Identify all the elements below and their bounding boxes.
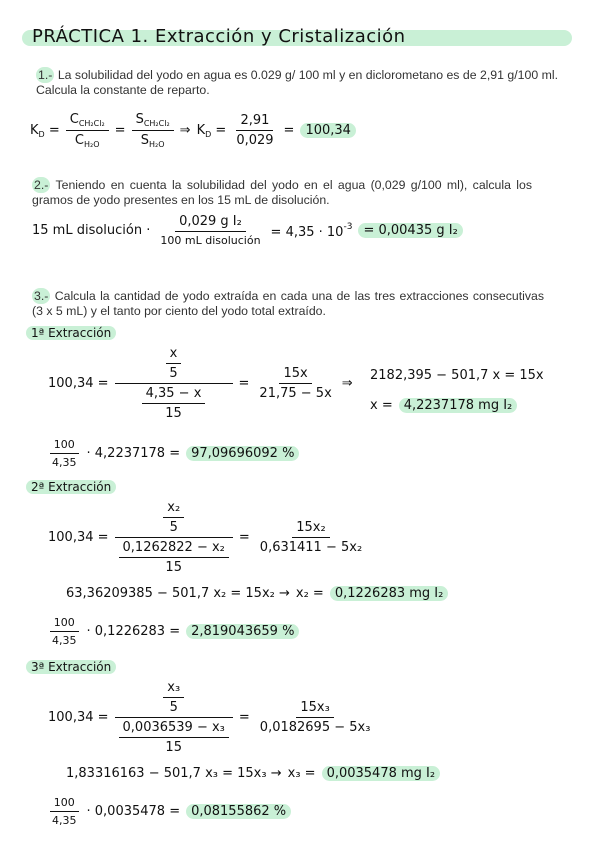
question-number: 3.- — [34, 289, 49, 303]
question-number: 1.- — [38, 68, 53, 82]
percentage-equation: $\frac{100}{4,35}$ · 4,2237178 = 97,09696092 % — [48, 438, 299, 469]
extraction-label: 1ª Extracción — [26, 326, 116, 340]
question-text: La solubilidad del yodo en agua es 0.029 g/ 100 ml y en diclorometano es de 2,91 g/100 ml. Calcula la constante de reparto. — [36, 68, 559, 97]
solution-line: x = 4,2237178 mg I₂ — [370, 398, 517, 413]
question-2 — [32, 178, 532, 208]
equilibrium-equation: 100,34 = $\frac{\frac{x}{5}}{\frac{4,35 - x}{15}}$ = $\frac{15x}{21,75 - 5x}$ ⇒ — [48, 346, 353, 421]
extraction-label: 3ª Extracción — [26, 660, 116, 674]
extraction-label: 2ª Extracción — [26, 480, 116, 494]
iodine-mass-result: = 0,00435 g I₂ — [358, 223, 462, 238]
question-3 — [32, 289, 544, 319]
question-text: Calcula la cantidad de yodo extraída en cada una de las tres extracciones consecutivas (3 x 5 mL) y el tanto por ciento del yodo total extraído. — [32, 289, 544, 318]
question-text: Teniendo en cuenta la solubilidad del yodo en el agua (0,029 g/100 ml), calcula los gramos de yodo presentes en los 15 mL de disolución. — [32, 178, 532, 207]
question-1 — [36, 68, 558, 98]
percentage-result: 0,08155862 % — [186, 804, 291, 819]
equilibrium-equation: 100,34 = $\frac{\frac{\text{x₃}}{5}}{\frac{\text{0,0036539 − x₃}}{15}}$ = $\frac{\text{15x₃}}{\text{0,0182695 − 5x₃}}$ — [48, 680, 371, 755]
solution-value: 4,2237178 mg I₂ — [399, 398, 518, 413]
kd-result: 100,34 — [300, 123, 356, 138]
page-title: PRÁCTICA 1. Extracción y Cristalización — [32, 26, 406, 47]
kd-formula: $K_D$ = $\frac{C_{CH_2Cl_2}}{C_{H_2O}}$ = $\frac{S_{CH_2Cl_2}}{S_{H_2O}}$ ⇒ $K_D$ = $\frac{2,91}{0,029}$ = 100,34 — [30, 112, 356, 149]
percentage-equation: $\frac{100}{4,35}$ · 0,1226283 = 2,819043659 % — [48, 616, 299, 647]
equilibrium-equation: 100,34 = $\frac{\frac{\text{x₂}}{5}}{\frac{\text{0,1262822 − x₂}}{15}}$ = $\frac{\text{15x₂}}{\text{0,631411 − 5x₂}}$ — [48, 500, 363, 575]
question-number: 2.- — [34, 178, 49, 192]
percentage-result: 97,09696092 % — [186, 446, 299, 461]
solved-equation: 2182,395 − 501,7 x = 15x — [370, 368, 544, 383]
iodine-mass-formula: 15 mL disolución · $\frac{\text{0,029 g I₂}}{\text{100 mL disolución}}$ = $4,35 \cdot 10^{-3}$ = 0,00435 g I₂ — [32, 214, 463, 247]
solved-equation: 1,83316163 − 501,7 x₃ = 15x₃ → x₃ = 0,0035478 mg I₂ — [66, 766, 440, 781]
solved-equation: 63,36209385 − 501,7 x₂ = 15x₂ → x₂ = 0,1226283 mg I₂ — [66, 586, 448, 601]
solution-value: 0,0035478 mg I₂ — [322, 766, 441, 781]
percentage-equation: $\frac{100}{4,35}$ · 0,0035478 = 0,08155862 % — [48, 796, 291, 827]
percentage-result: 2,819043659 % — [186, 624, 299, 639]
solution-value: 0,1226283 mg I₂ — [330, 586, 449, 601]
